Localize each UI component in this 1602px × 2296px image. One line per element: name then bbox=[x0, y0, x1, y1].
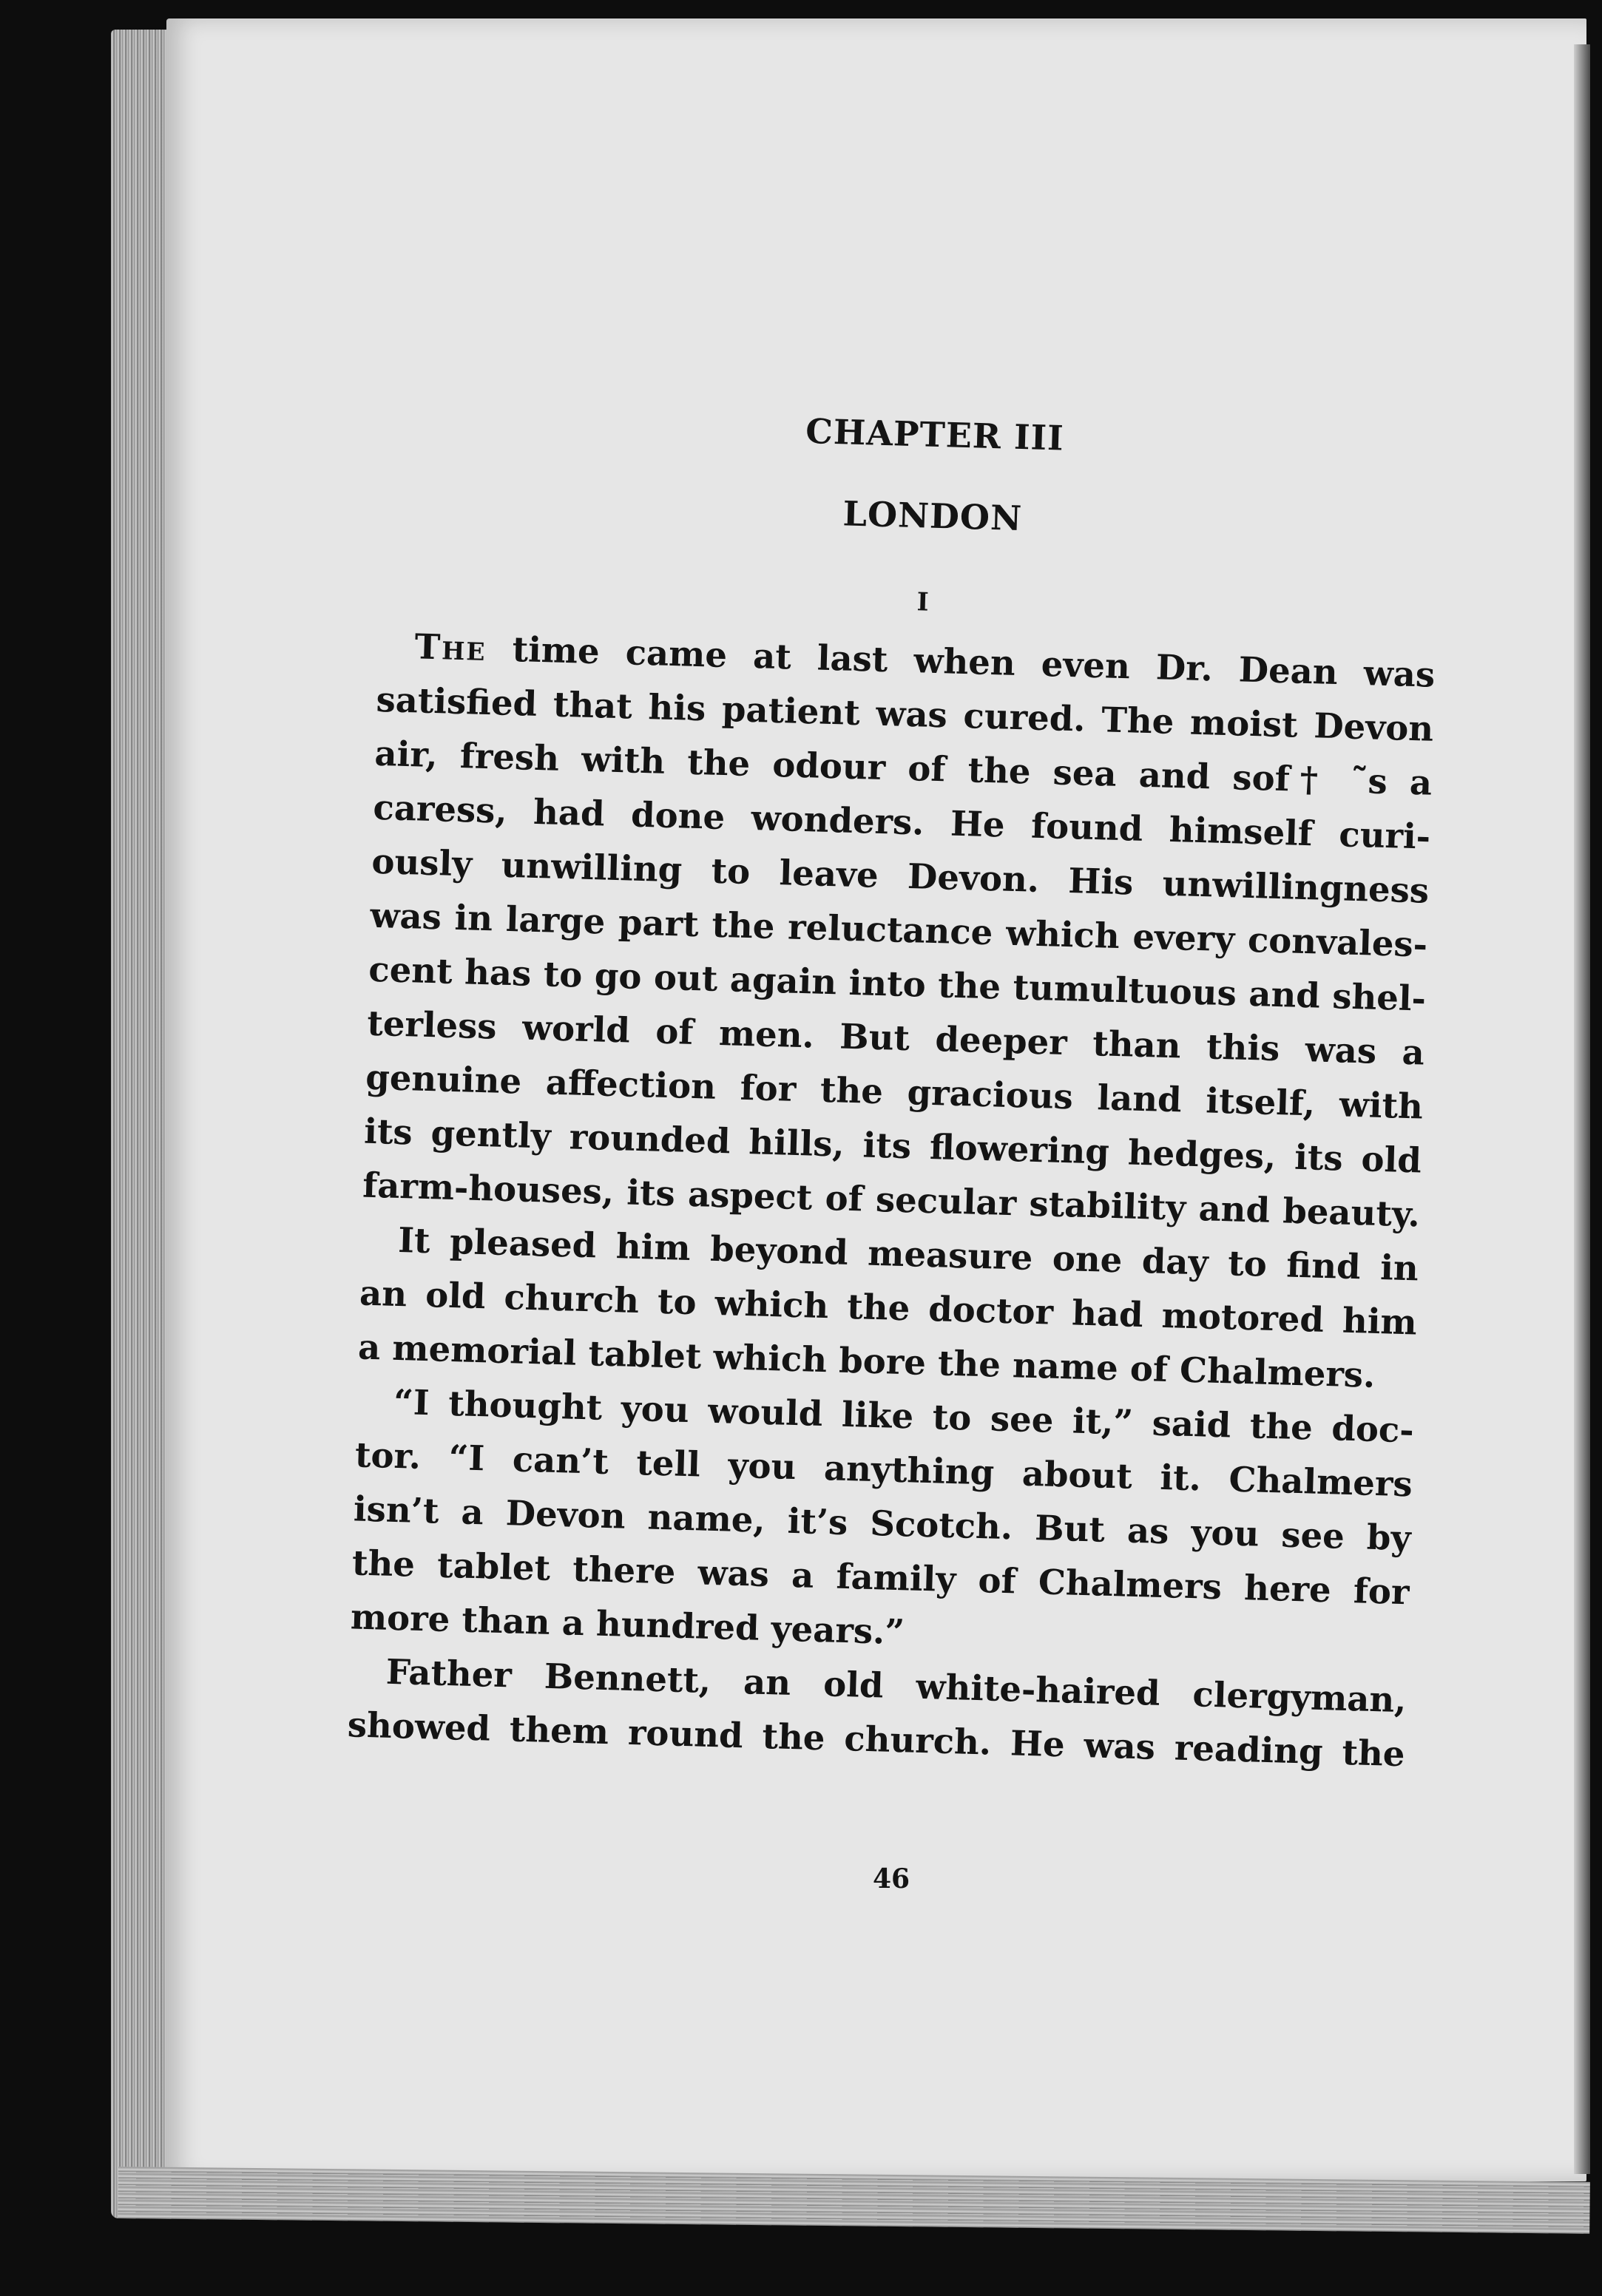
section-number: I bbox=[916, 587, 930, 617]
page-number: 46 bbox=[873, 1863, 910, 1894]
body-line: Father Bennett, an old white-haired clergyman, bbox=[385, 1650, 1407, 1721]
body-line: satisfied that his patient was cured. The moist Devon bbox=[375, 678, 1434, 749]
body-line: the tablet there was a family of Chalmers here for bbox=[351, 1542, 1410, 1613]
body-line: its gently rounded hills, its flowering hedges, its old bbox=[363, 1110, 1422, 1181]
body-line: ously unwilling to leave Devon. His unwillingness bbox=[371, 840, 1430, 911]
chapter-title: CHAPTER III bbox=[805, 410, 1065, 458]
body-line: air, fresh with the odour of the sea and sof† ˜s a bbox=[374, 732, 1433, 803]
body-line: terless world of men. But deeper than this was a bbox=[366, 1002, 1425, 1073]
binding-gutter-right bbox=[1574, 44, 1590, 2174]
page-text-block bbox=[347, 399, 1442, 1781]
body-line: isn’t a Devon name, it’s Scotch. But as you see by bbox=[353, 1488, 1412, 1559]
chapter-subtitle: LONDON bbox=[842, 493, 1023, 539]
body-line: was in large part the reluctance which every convales- bbox=[369, 894, 1428, 965]
body-line: genuine affection for the gracious land itself, with bbox=[365, 1056, 1424, 1127]
paragraph-3 bbox=[350, 1373, 1415, 1673]
paragraph-2 bbox=[357, 1212, 1419, 1403]
body-line: cent has to go out again into the tumultuous and shel- bbox=[368, 948, 1427, 1019]
body-line: tor. “I can’t tell you anything about it. Chalmers bbox=[354, 1434, 1413, 1505]
body-line: showed them round the church. He was reading the bbox=[347, 1704, 1406, 1775]
body-line: a memorial tablet which bore the name of Chalmers. bbox=[357, 1326, 1376, 1395]
paragraph-1 bbox=[362, 618, 1436, 1242]
body-line: It pleased him beyond measure one day to find in bbox=[397, 1219, 1419, 1289]
body-line: caress, had done wonders. He found himself curi- bbox=[372, 786, 1431, 857]
body-line: an old church to which the doctor had motored him bbox=[359, 1272, 1418, 1343]
body-line: more than a hundred years.” bbox=[350, 1596, 905, 1653]
body-line: farm-houses, its aspect of secular stability and beauty. bbox=[362, 1164, 1421, 1235]
drop-lead-word: The bbox=[413, 626, 487, 668]
line-text: time came at last when even Dr. Dean was bbox=[485, 627, 1436, 695]
body-line: “I thought you would like to see it,” said the doc- bbox=[393, 1381, 1415, 1451]
